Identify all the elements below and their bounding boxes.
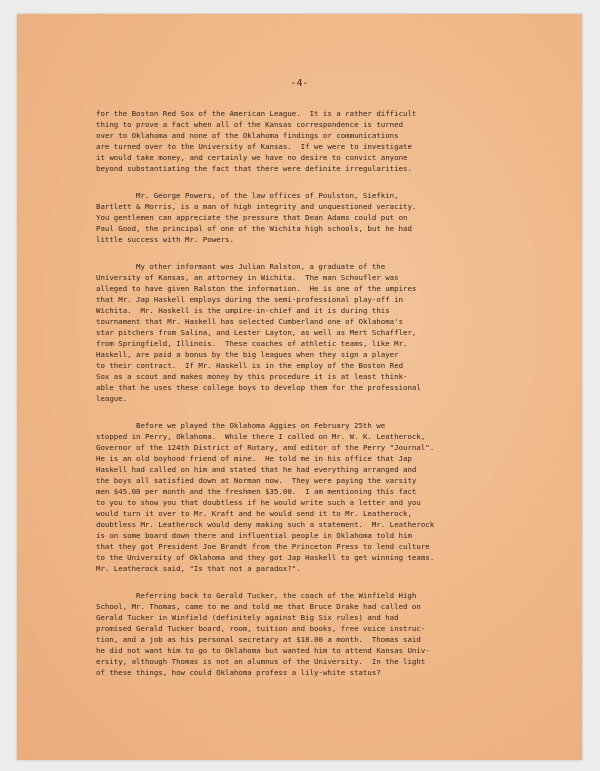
text-line: star pitchers from Salina, and Lester Layton, as well as Mert Schaffler, — [96, 328, 417, 337]
text-line: able that he uses these college boys to develop them for the professional — [96, 383, 421, 392]
paragraph-5 — [96, 590, 536, 678]
text-line: he did not want him to go to Oklahoma but wanted him to attend Kansas Univ- — [96, 646, 430, 655]
page-number: -4- — [290, 78, 309, 89]
text-line: would turn it over to Mr. Kraft and he would send it to Mr. Leatherock, — [96, 509, 412, 518]
text-line: that Mr. Jap Haskell employs during the semi-professional play-off in — [96, 295, 404, 304]
text-line: Governor of the 124th District of Rotary, and editor of the Perry "Journal". — [96, 443, 435, 452]
text-line: Gerald Tucker in Winfield (definitely against Big Six rules) and had — [96, 613, 399, 622]
letter-body — [96, 108, 536, 694]
text-line: University of Kansas, an attorney in Wichita. The man Schoufler was — [96, 273, 399, 282]
text-line: Haskell had called on him and stated that he had everything arranged and — [96, 465, 417, 474]
text-line: are turned over to the University of Kansas. If we were to investigate — [96, 142, 412, 151]
text-line: is on some board down there and influential people in Oklahoma told him — [96, 531, 412, 540]
text-line: He is an old boyhood friend of mine. He told me in his office that Jap — [96, 454, 412, 463]
text-line: Referring back to Gerald Tucker, the coach of the Winfield High — [136, 591, 417, 600]
text-line: it would take money, and certainly we have no desire to convict anyone — [96, 153, 408, 162]
text-line: promised Gerald Tucker board, room, tuition and books, free voice instruc- — [96, 624, 426, 633]
text-line: tion, and a job as his personal secretary at $18.00 a month. Thomas said — [96, 635, 421, 644]
document-page — [17, 14, 582, 760]
text-line: You gentlemen can appreciate the pressure that Dean Adams could put on — [96, 213, 408, 222]
text-line: to you to show you that doubtless if he would write such a letter and you — [96, 498, 421, 507]
paragraph-4 — [96, 420, 536, 574]
text-line: Bartlett & Morris, is a man of high integrity and unquestioned veracity. — [96, 202, 417, 211]
text-line: My other informant was Julian Ralston, a graduate of the — [136, 262, 386, 271]
paragraph-2 — [96, 190, 536, 245]
paragraph-1 — [96, 108, 536, 174]
text-line: for the Boston Red Sox of the American League. It is a rather difficult — [96, 109, 417, 118]
text-line: Wichita. Mr. Haskell is the umpire-in-chief and it is during this — [96, 306, 390, 315]
text-line: that they got President Joe Brandt from the Princeton Press to lend culture — [96, 542, 430, 551]
text-line: league. — [96, 394, 128, 403]
text-line: alleged to have given Ralston the information. He is one of the umpires — [96, 284, 417, 293]
text-line: the boys all satisfied down at Norman now. They were paying the varsity — [96, 476, 417, 485]
text-line: Before we played the Oklahoma Aggies on February 25th we — [136, 421, 386, 430]
text-line: tournament that Mr. Haskell has selected Cumberland one of Oklahoma's — [96, 317, 404, 326]
text-line: Paul Good, the principal of one of the Wichita high schools, but he had — [96, 224, 412, 233]
text-line: of these things, how could Oklahoma profess a lily-white status? — [96, 668, 381, 677]
text-line: Haskell, are paid a bonus by the big leagues when they sign a player — [96, 350, 399, 359]
paragraph-3 — [96, 261, 536, 404]
text-line: Sox as a scout and makes money by this procedure it is at least think- — [96, 372, 408, 381]
text-line: School, Mr. Thomas, came to me and told me that Bruce Drake had called on — [96, 602, 421, 611]
text-line: beyond substantiating the fact that there were definite irregularities. — [96, 164, 412, 173]
text-line: Mr. Leatherock said, "Is that not a paradox?". — [96, 564, 301, 573]
text-line: over to Oklahoma and none of the Oklahoma findings or communications — [96, 131, 399, 140]
text-line: men $45.00 per month and the freshmen $35.00. I am mentioning this fact — [96, 487, 417, 496]
text-line: to the University of Oklahoma and they got Jap Haskell to get winning teams. — [96, 553, 435, 562]
text-line: Mr. George Powers, of the law offices of Poulston, Siefkin, — [136, 191, 399, 200]
text-line: thing to prove a fact when all of the Kansas correspondence is turned — [96, 120, 404, 129]
text-line: doubtless Mr. Leatherock would deny making such a statement. Mr. Leatherock — [96, 520, 435, 529]
text-line: from Springfield, Illinois. These coaches of athletic teams, like Mr. — [96, 339, 408, 348]
text-line: ersity, although Thomas is not an alumnus of the University. In the light — [96, 657, 426, 666]
text-line: to their contract. If Mr. Haskell is in the employ of the Boston Red — [96, 361, 404, 370]
text-line: little success with Mr. Powers. — [96, 235, 234, 244]
text-line: stopped in Perry, Oklahoma. While there I called on Mr. W. K. Leatherock, — [96, 432, 426, 441]
